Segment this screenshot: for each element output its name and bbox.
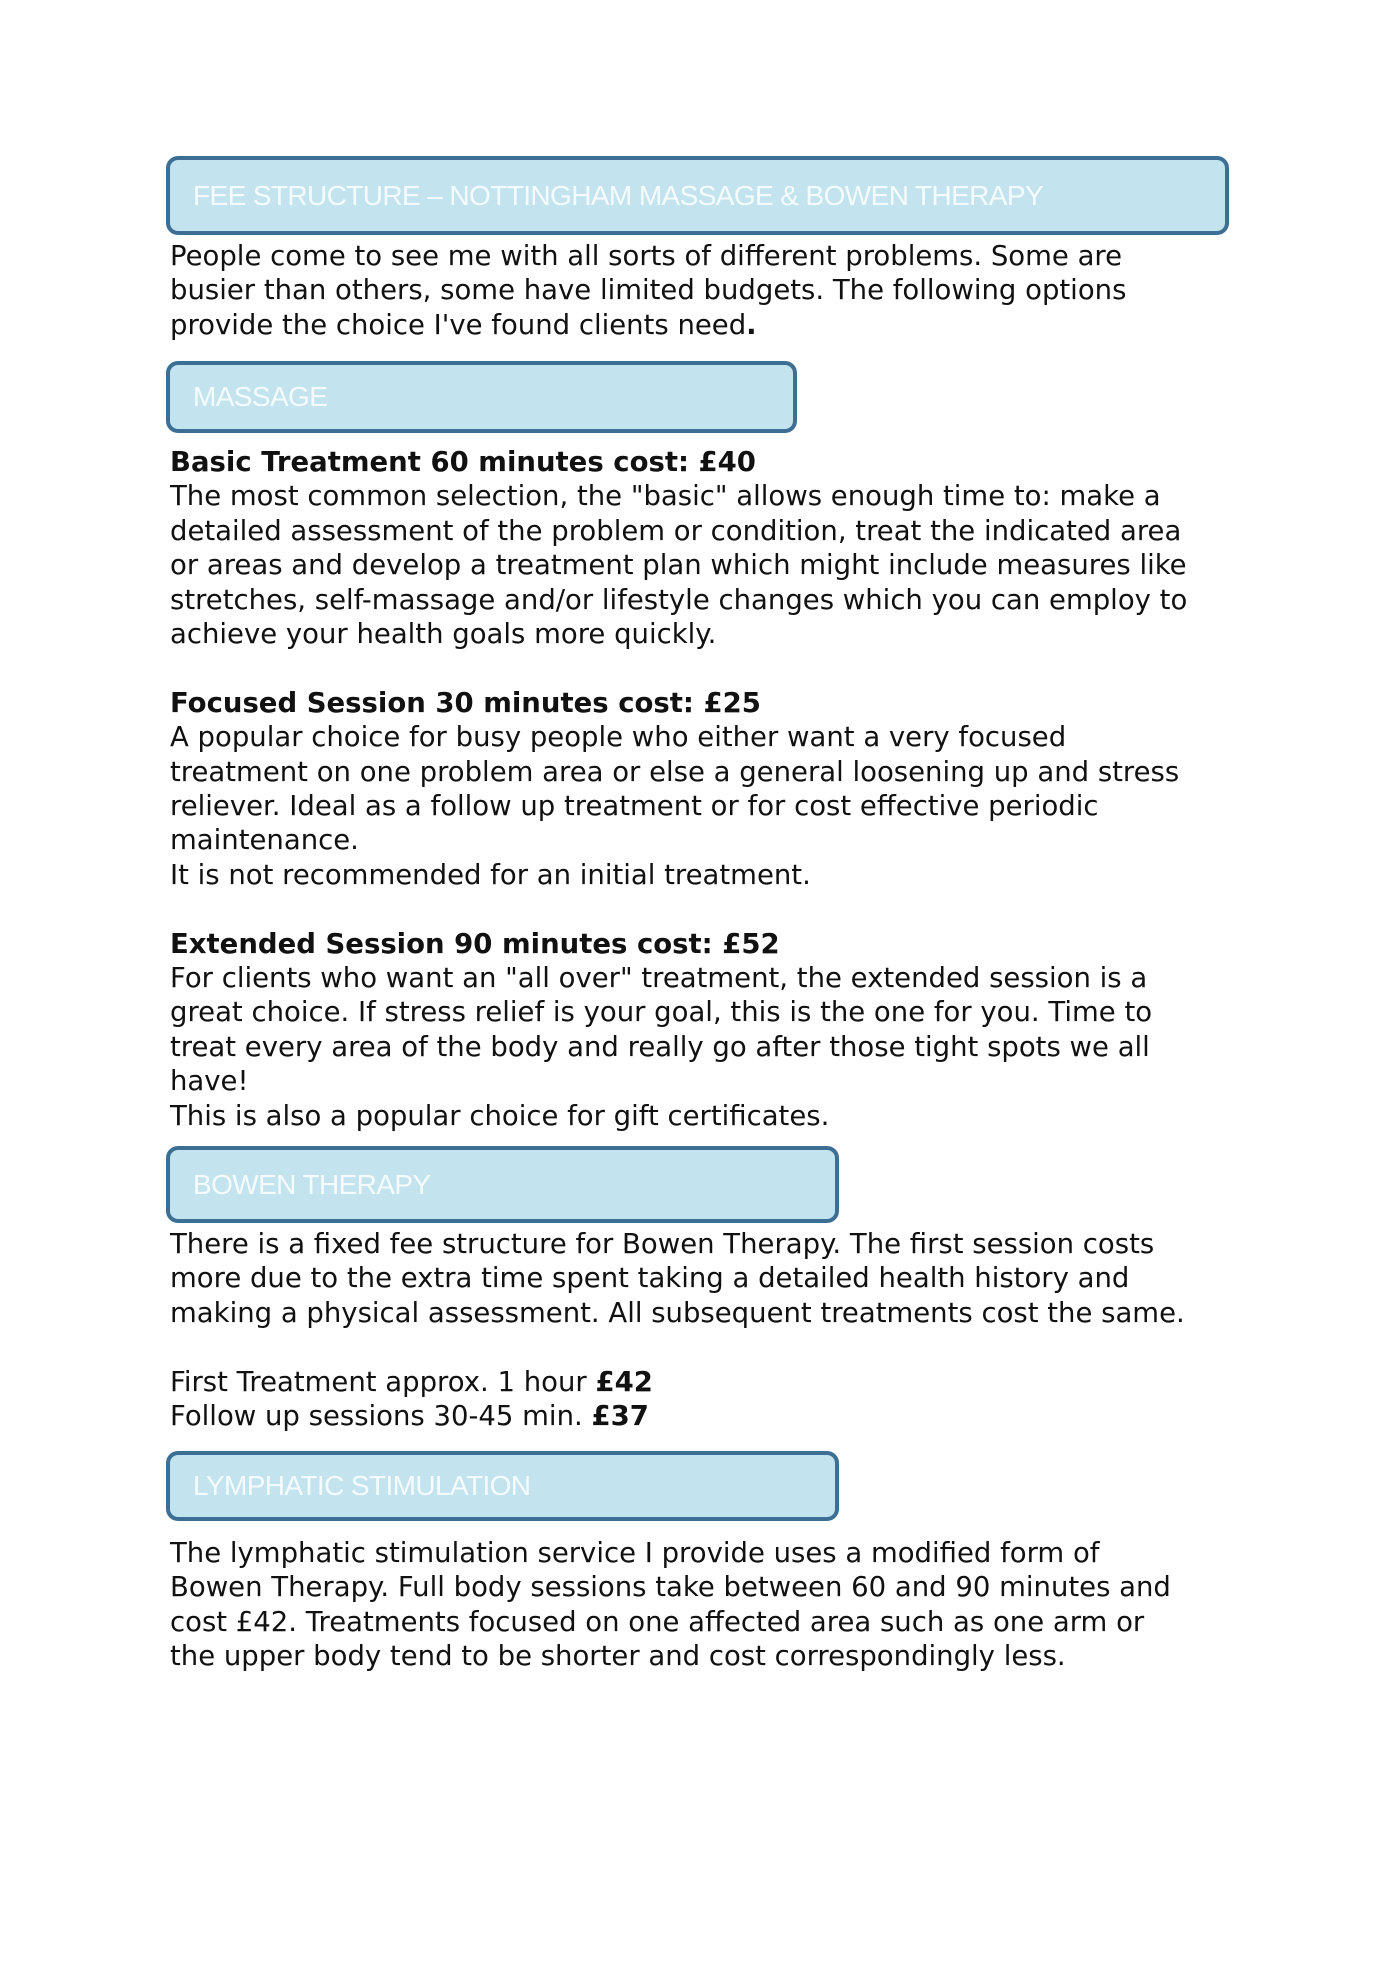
massage-content bbox=[170, 445, 1250, 1133]
bowen-first-treatment: First Treatment approx. 1 hour £42 bbox=[170, 1365, 653, 1398]
intro-text bbox=[170, 239, 1250, 342]
lymphatic-line: the upper body tend to be shorter and cost correspondingly less. bbox=[170, 1640, 1066, 1673]
intro-line: busier than others, some have limited budgets. The following options bbox=[170, 274, 1127, 307]
lymphatic-line: cost £42. Treatments focused on one affected area such as one arm or bbox=[170, 1605, 1145, 1638]
lymphatic-line: The lymphatic stimulation service I provide uses a modified form of bbox=[170, 1537, 1100, 1569]
bowen-line: making a physical assessment. All subsequent treatments cost the same. bbox=[170, 1296, 1185, 1329]
lymphatic-section-header bbox=[166, 1451, 839, 1521]
bowen-section-header bbox=[166, 1146, 839, 1223]
extended-session-heading: Extended Session 90 minutes cost: £52 bbox=[170, 927, 780, 960]
massage-section-title: MASSAGE bbox=[193, 381, 328, 412]
basic-treatment-line: or areas and develop a treatment plan which might include measures like bbox=[170, 549, 1187, 582]
extended-session-line: This is also a popular choice for gift certificates. bbox=[170, 1099, 830, 1132]
focused-session-line: It is not recommended for an initial treatment. bbox=[170, 858, 811, 891]
extended-session-line: great choice. If stress relief is your goal, this is the one for you. Time to bbox=[170, 996, 1153, 1029]
bowen-line: There is a fixed fee structure for Bowen Therapy. The first session costs bbox=[170, 1228, 1155, 1260]
intro-line: People come to see me with all sorts of different problems. Some are bbox=[170, 240, 1123, 272]
basic-treatment-heading: Basic Treatment 60 minutes cost: £40 bbox=[170, 446, 756, 478]
lymphatic-section-title: LYMPHATIC STIMULATION bbox=[193, 1470, 531, 1501]
lymphatic-line: Bowen Therapy. Full body sessions take between 60 and 90 minutes and bbox=[170, 1571, 1171, 1604]
focused-session-line: maintenance. bbox=[170, 824, 359, 857]
focused-session-line: reliever. Ideal as a follow up treatment or for cost effective periodic bbox=[170, 790, 1099, 823]
basic-treatment-line: achieve your health goals more quickly. bbox=[170, 618, 717, 651]
massage-section-header bbox=[166, 361, 797, 433]
bowen-section-title: BOWEN THERAPY bbox=[193, 1168, 431, 1200]
bowen-followup-price: £37 bbox=[591, 1400, 649, 1433]
bowen-content bbox=[170, 1227, 1250, 1433]
extended-session-line: have! bbox=[170, 1065, 249, 1098]
focused-session-line: A popular choice for busy people who either want a very focused bbox=[170, 721, 1067, 754]
bowen-followup-sessions: Follow up sessions 30-45 min. £37 bbox=[170, 1400, 649, 1433]
basic-treatment-line: stretches, self-massage and/or lifestyle changes which you can employ to bbox=[170, 583, 1188, 616]
focused-session-heading: Focused Session 30 minutes cost: £25 bbox=[170, 686, 761, 719]
extended-session-line: For clients who want an "all over" treatment, the extended session is a bbox=[170, 962, 1148, 995]
focused-session-line: treatment on one problem area or else a general loosening up and stress bbox=[170, 755, 1180, 788]
extended-session-line: treat every area of the body and really go after those tight spots we all bbox=[170, 1030, 1150, 1063]
bowen-line: more due to the extra time spent taking a detailed health history and bbox=[170, 1262, 1130, 1295]
lymphatic-content bbox=[170, 1536, 1250, 1674]
intro-line: provide the choice I've found clients need. bbox=[170, 308, 757, 341]
page-title-box bbox=[166, 156, 1229, 235]
page-title: FEE STRUCTURE – NOTTINGHAM MASSAGE & BOWEN THERAPY bbox=[193, 179, 1044, 211]
bowen-first-price: £42 bbox=[595, 1365, 653, 1398]
basic-treatment-line: detailed assessment of the problem or condition, treat the indicated area bbox=[170, 514, 1182, 547]
basic-treatment-line: The most common selection, the "basic" allows enough time to: make a bbox=[170, 480, 1161, 513]
